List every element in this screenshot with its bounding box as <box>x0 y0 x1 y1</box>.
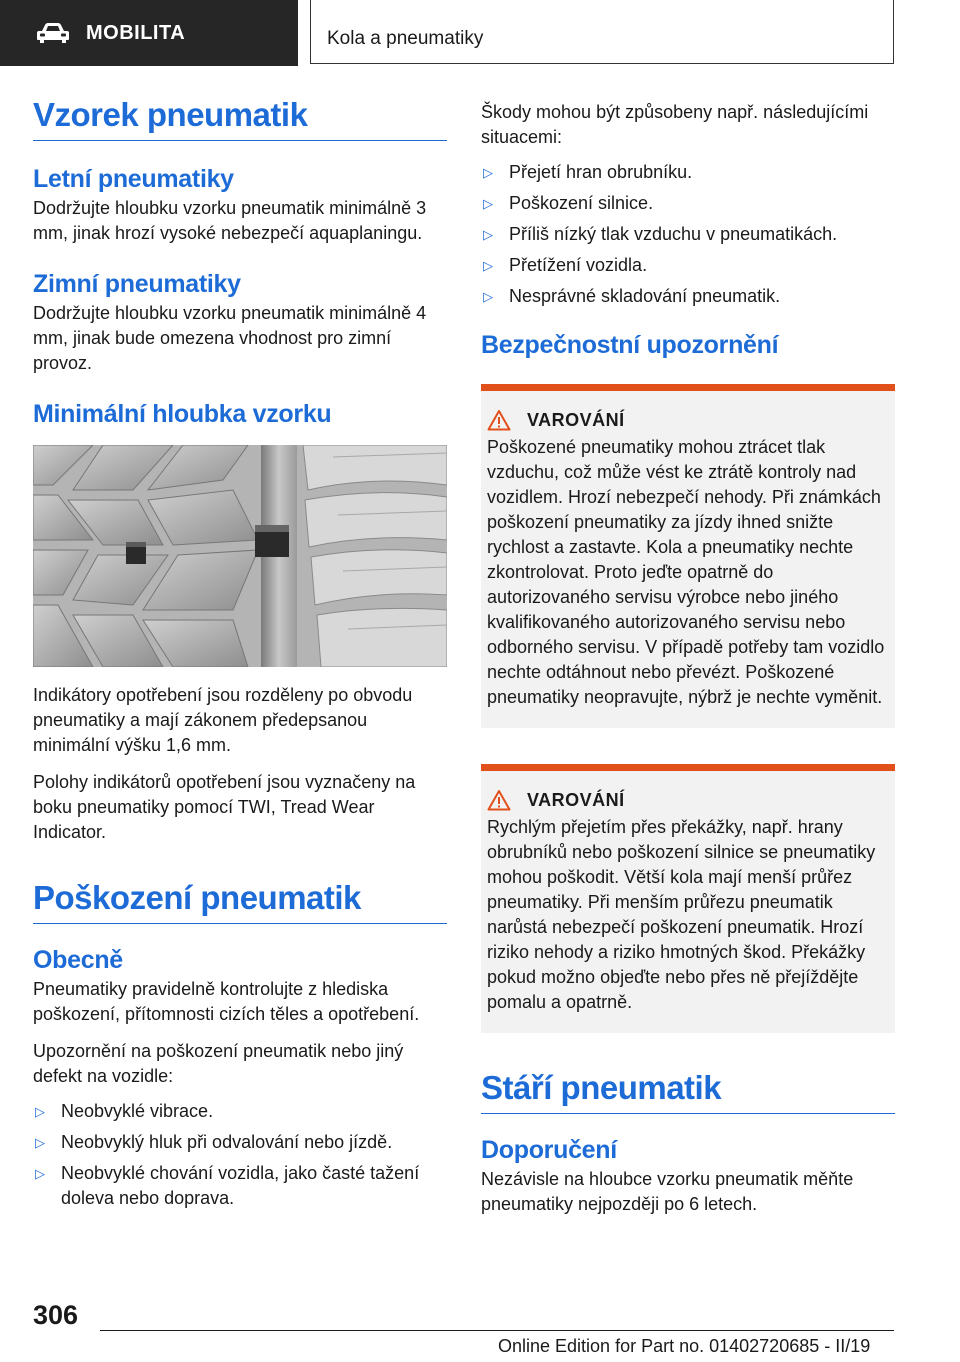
chapter-box <box>310 0 894 64</box>
chapter-title: Kola a pneumatiky <box>327 28 484 49</box>
heading-summer-tires: Letní pneumatiky <box>33 165 234 193</box>
edition-note: Online Edition for Part no. 01402720685 - II/19 <box>498 1336 871 1356</box>
bullet-triangle-icon: ▷ <box>483 227 493 242</box>
damage-symptoms-list <box>33 1099 447 1211</box>
list-item: ▷ Poškození silnice. <box>481 191 895 216</box>
heading-safety-notes: Bezpečnostní upozornění <box>481 331 779 359</box>
heading-tire-damage: Poškození pneumatik <box>33 879 447 924</box>
tread-wear-indicator-figure <box>33 445 447 667</box>
heading-tread-pattern: Vzorek pneumatik <box>33 96 447 141</box>
heading-winter-tires: Zimní pneumatiky <box>33 270 241 298</box>
warning-triangle-icon <box>487 409 511 431</box>
heading-recommendation: Doporučení <box>481 1136 617 1164</box>
bullet-triangle-icon: ▷ <box>483 289 493 304</box>
wear-indicator-right <box>255 525 289 557</box>
warning-title-2 <box>487 789 889 811</box>
bullet-triangle-icon: ▷ <box>483 165 493 180</box>
warning-label: VAROVÁNÍ <box>527 409 625 430</box>
general-paragraph-2: Upozornění na poškození pneumatik nebo jiný defekt na vozidle: <box>33 1041 404 1086</box>
warning-box-1 <box>481 384 895 728</box>
list-item: ▷ Přejetí hran obrubníku. <box>481 160 895 185</box>
bullet-triangle-icon: ▷ <box>483 196 493 211</box>
list-item: ▷ Neobvyklé vibrace. <box>33 1099 447 1124</box>
warning-triangle-icon <box>487 789 511 811</box>
causes-intro: Škody mohou být způsobeny např. následujícími situacemi: <box>481 102 869 147</box>
heading-tire-age: Stáří pneumatik <box>481 1069 895 1114</box>
min-depth-paragraph-2: Polohy indikátorů opotřebení jsou vyznačeny na boku pneumatiky pomocí TWI, Tread Wear Indicator. <box>33 772 416 842</box>
left-column <box>33 96 447 1217</box>
list-item: ▷ Neobvyklé chování vozidla, jako časté tažení doleva nebo doprava. <box>35 1163 420 1208</box>
list-item: ▷ Příliš nízký tlak vzduchu v pneumatikách. <box>481 222 895 247</box>
heading-general: Obecně <box>33 946 123 974</box>
footer-divider <box>100 1330 894 1331</box>
general-paragraph-1: Pneumatiky pravidelně kontrolujte z hlediska poškození, přítomnosti cizích těles a opotřebení. <box>33 979 420 1024</box>
section-tab[interactable] <box>0 0 298 66</box>
list-item: ▷ Neobvyklý hluk při odvalování nebo jízdě. <box>33 1130 447 1155</box>
bullet-triangle-icon: ▷ <box>483 258 493 273</box>
bullet-triangle-icon: ▷ <box>35 1104 45 1119</box>
min-depth-paragraph-1: Indikátory opotřebení jsou rozděleny po obvodu pneumatiky a mají zákonem předepsanou minimální výšku 1,6 mm. <box>33 685 413 755</box>
bullet-triangle-icon: ▷ <box>35 1135 45 1150</box>
damage-causes-list <box>481 160 895 309</box>
warning-text-2: Rychlým přejetím přes překážky, např. hrany obrubníků nebo poškození silnice se pneumatiky mohou poškodit. Větší kola mají menší průřez pneumatiky. Při menším průřezu pneumatik narůstá nebezpečí poškození pneumatik. Hrozí riziko nehody a riziko hmotných škod. Překážky pokud možno objeďte nebo přes ně přejíždějte pomalu a opatrně. <box>487 817 876 1012</box>
recommendation-text: Nezávisle na hloubce vzorku pneumatik měňte pneumatiky nejpozději po 6 letech. <box>481 1169 854 1214</box>
warning-box-2 <box>481 764 895 1033</box>
winter-tires-text: Dodržujte hloubku vzorku pneumatik minimálně 4 mm, jinak bude omezena vhodnost pro zimní provoz. <box>33 303 427 373</box>
warning-label: VAROVÁNÍ <box>527 789 625 810</box>
warning-text-1: Poškozené pneumatiky mohou ztrácet tlak vzduchu, což může vést ke ztrátě kontroly nad vozidlem. Hrozí nebezpečí nehody. Při známkách poškození pneumatiky za jízdy ihned snižte rychlost a zastavte. Kola a pneumatiky nechte zkontrolovat. Proto jeďte opatrně do autorizovaného servisu výrobce nebo jiného kvalifikovaného autorizovaného servisu nebo odborného servisu. V případě potřeby tam vozidlo nechte odtáhnout nebo převézt. Poškozené pneumatiky neopravujte, nýbrž je nechte vyměnit. <box>487 437 885 707</box>
bullet-triangle-icon: ▷ <box>35 1166 45 1181</box>
summer-tires-text: Dodržujte hloubku vzorku pneumatik minimálně 3 mm, jinak hrozí vysoké nebezpečí aquaplaningu. <box>33 198 427 243</box>
right-column <box>481 100 895 1217</box>
page-number: 306 <box>33 1300 79 1330</box>
section-title: MOBILITA <box>86 21 186 44</box>
wear-indicator-left <box>126 542 146 564</box>
list-item: ▷ Nesprávné skladování pneumatik. <box>481 284 895 309</box>
page-header <box>0 0 960 66</box>
list-item: ▷ Přetížení vozidla. <box>481 253 895 278</box>
car-icon <box>36 22 70 44</box>
heading-min-tread-depth: Minimální hloubka vzorku <box>33 400 332 428</box>
warning-title-1 <box>487 409 889 431</box>
